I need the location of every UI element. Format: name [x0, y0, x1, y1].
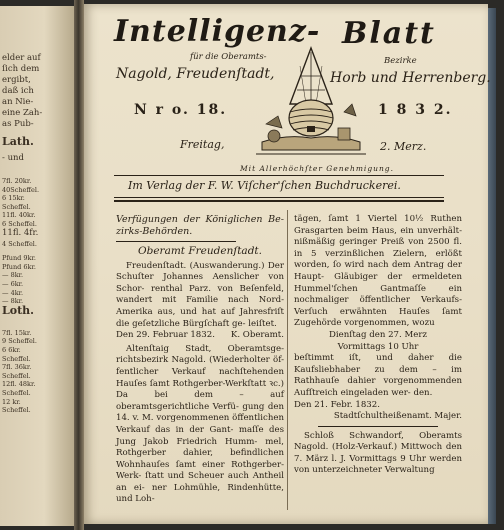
- auction-invitation: beſtimmt iſt, und daher die Kaufsliebhaber zu dem – im Rathhauſe dahier vorgenommenden Aufſtreich eingeladen wer- den.: [294, 353, 462, 398]
- heading-rule: [116, 241, 236, 242]
- left-page-line: 11fl. 4fr.: [2, 227, 39, 238]
- auction-time: Vormittags 10 Uhr: [337, 341, 419, 352]
- masthead-title-right: Blatt: [342, 16, 436, 51]
- section-heading: Verfügungen der Königlichen Be- zirks-Behörden.: [116, 214, 284, 237]
- previous-page-edge: [0, 6, 74, 526]
- left-page-line: 12 kr.: [2, 397, 21, 406]
- left-page-line: 11fl. 40kr.: [2, 211, 36, 220]
- publisher-line: Im Verlag der F. W. Viſcher'ſchen Buchdruckerei.: [128, 179, 401, 192]
- left-page-line: 7fl. 36kr.: [2, 363, 32, 372]
- notice-emigration-date: Den 29. Februar 1832.: [116, 330, 215, 341]
- left-page-line: 12fl. 48kr.: [2, 380, 36, 389]
- notice-emigration-footer: [116, 330, 284, 342]
- newspaper-page: [84, 4, 491, 524]
- auction-date: Dienſtag den 27. Merz: [328, 329, 428, 340]
- book-binding-gutter: [74, 0, 84, 530]
- left-page-line: 7fl. 15kr.: [2, 328, 32, 337]
- masthead-rule-top: [114, 175, 444, 176]
- left-page-line: Pfund 6kr.: [2, 262, 36, 271]
- notice-house-sale-continued: tägen, ſamt 1 Viertel 10½ Ruthen Grasgarten beim Haus, ein unverhält- nißmäßig geringer Preiß von 2500 fl. in 5 verzinßlichen Zielern, erlößt worden, ſo wird nach dem Antrag der Haupt- Gläubiger der ermeldeten Hummel'ſchen Gantmaſſe ein nochmaliger öffentlicher Verkaufs-Verſuch erwähnten Hauſes ſamt Zugehörde vorgenommen, wozu: [294, 214, 462, 329]
- left-page-line: 6 6kr.: [2, 346, 21, 354]
- masthead-bezirke: Bezirke: [384, 56, 417, 66]
- left-page-line: 4 Scheffel.: [2, 239, 37, 248]
- left-page-line: Lath.: [2, 135, 34, 148]
- left-page-line: — 8kr.: [2, 271, 24, 280]
- left-page-line: ergibt,: [2, 75, 31, 85]
- issue-date: 2. Merz.: [380, 140, 427, 153]
- left-page-line: ſich dem: [2, 64, 40, 74]
- office-heading: Oberamt Freudenſtadt.: [138, 245, 262, 257]
- issue-weekday: Freitag,: [180, 138, 225, 151]
- left-page-line: an Nie-: [2, 97, 34, 107]
- left-page-line: 6 15kr.: [2, 194, 25, 203]
- left-page-line: 40Scheffel.: [2, 185, 40, 194]
- left-column: [116, 214, 284, 506]
- notice-wood-sale: Schloß Schwandorf, Oberamts Nagold. (Holz-Verkauf.) Mittwoch den 7. März l. J. Vormittags 9 Uhr werden von unterzeichneter Verwaltung: [294, 430, 462, 476]
- left-page-line: - und: [2, 153, 24, 163]
- left-page-line: Scheffel.: [2, 202, 31, 211]
- notice-emigration-sign: K. Oberamt.: [230, 330, 284, 341]
- left-page-line: 7fl. 20kr.: [2, 177, 32, 185]
- column-divider: [287, 210, 288, 510]
- masthead-rule-bottom: [114, 197, 444, 198]
- notice-emigration: Freudenſtadt. (Auswanderung.) Der Schuſter Johannes Aenslicher von Schor- renthal Parz. von Beſenfeld, wandert mit Familie nach Nord-Amerika aus, und hat auf Jahresfriſt die geſetzliche Bürgſchaft ge- leiſtet.: [116, 260, 284, 329]
- issue-number: N r o. 18.: [134, 102, 228, 118]
- left-page-line: Scheffel.: [2, 371, 31, 380]
- left-page-line: Scheffel.: [2, 406, 31, 415]
- left-page-line: eine Zah-: [2, 108, 43, 118]
- beehive-emblem-icon: [256, 46, 366, 158]
- right-column: [294, 214, 462, 477]
- left-page-line: 6 Scheffel.: [2, 220, 37, 228]
- left-page-line: Scheffel.: [2, 354, 31, 363]
- left-page-line: — 4kr.: [2, 288, 24, 297]
- issue-year: 1 8 3 2.: [378, 102, 453, 118]
- notice-rule: [318, 426, 438, 427]
- notice-house-sale: Altenſtaig Stadt, Oberamtsge- richtsbezirk Nagold. (Wiederholter öf- fentlicher Verkauf nachſtehenden Hauſes ſamt Rothgerber-Werkſtatt ꝛc.) Da bei dem – auf oberamtsgerichtliche Verfü- gung den 14. v. M. vorgenommenen öffentlichen Verkauf das in der Gant- maſſe des Jung Jakob Friedrich Humm- mel, Rothgerber dahier, befindlichen Wohnhauſes ſamt einer Rothgerber-Werk- ſtatt und Scheuer auch Antheil an ei- ner Lohmühle, Rindenhütte, und Loh-: [116, 343, 284, 505]
- left-page-line: daß ich: [2, 86, 34, 96]
- left-page-line: as Pub-: [2, 119, 34, 129]
- left-page-line: elder auf: [2, 53, 41, 63]
- approval-note: Mit Allerhöchſter Genehmigung.: [240, 164, 394, 173]
- left-page-line: — 8kr.: [2, 297, 24, 306]
- left-page-line: Pfund 9kr.: [2, 254, 36, 263]
- masthead-title-left: Intelligenz-: [114, 14, 321, 49]
- left-page-line: 9 Scheffel.: [2, 337, 37, 346]
- masthead-places-right: Horb und Herrenberg.: [330, 70, 491, 86]
- left-page-line: Loth.: [2, 303, 34, 317]
- notice-signature: Stadtſchultheißenamt. Majer.: [333, 411, 462, 422]
- left-page-line: — 6kr.: [2, 280, 24, 288]
- masthead-fuer-die: für die Oberamts-: [190, 52, 267, 62]
- left-page-line: Scheffel.: [2, 389, 31, 397]
- notice-date: Den 21. Febr. 1832.: [294, 399, 380, 410]
- masthead-places-left: Nagold, Freudenſtadt,: [116, 66, 275, 82]
- masthead-rule-double: [114, 200, 444, 202]
